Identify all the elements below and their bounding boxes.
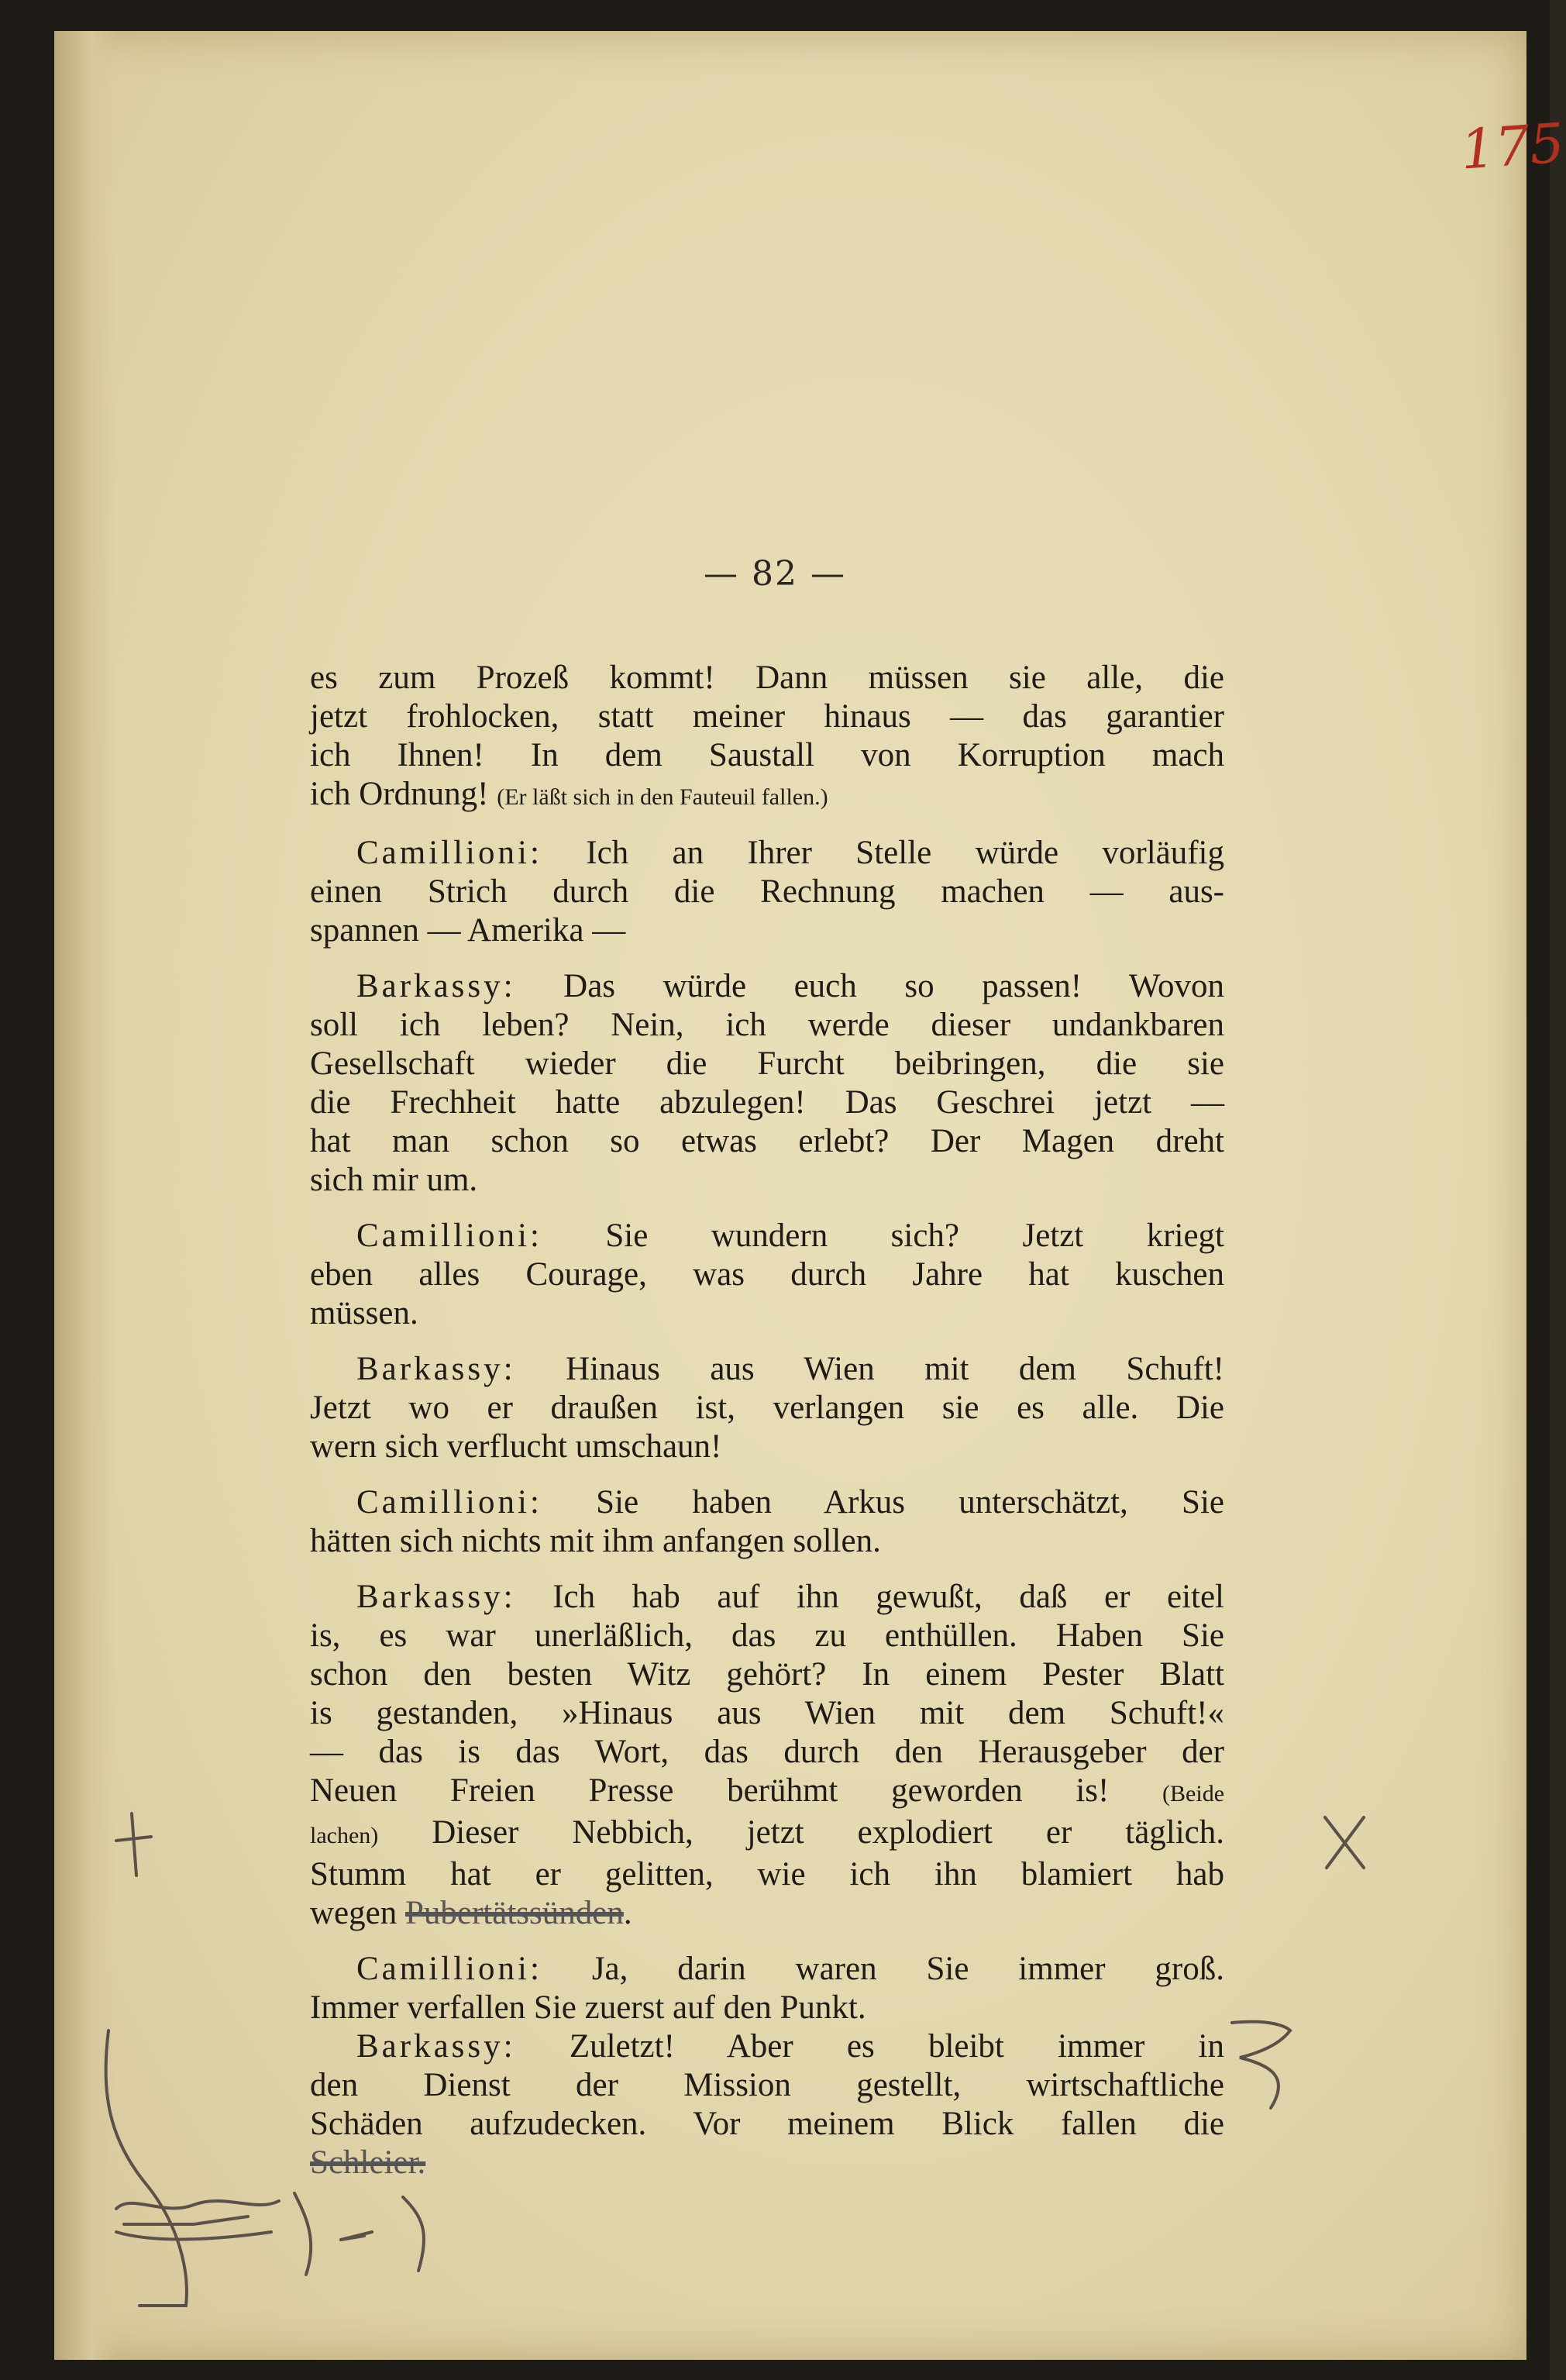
- text-line: hätten sich nichts mit ihm anfangen sollen.: [310, 1523, 881, 1559]
- text-line: ich Ihnen! In dem Saustall von Korruption mach: [310, 737, 1224, 773]
- text-line: den Dienst der Mission gestellt, wirtschaftliche: [310, 2067, 1224, 2103]
- text-line: Jetzt wo er draußen ist, verlangen sie es alle. Die: [310, 1390, 1224, 1426]
- text-line: jetzt frohlocken, statt meiner hinaus — das garantier: [310, 698, 1224, 735]
- speech-line: Camillioni: Ja, darin waren Sie immer groß.: [356, 1951, 1225, 1987]
- speaker-name: Barkassy:: [356, 1351, 516, 1387]
- speaker-name: Camillioni:: [356, 835, 542, 871]
- speaker-name: Camillioni:: [356, 1218, 542, 1254]
- text-line: ich Ordnung! (Er läßt sich in den Fauteuil fallen.): [310, 776, 828, 812]
- page-number: — 82 —: [704, 554, 846, 594]
- text-line: einen Strich durch die Rechnung machen — aus-: [310, 873, 1224, 910]
- speech-line: Camillioni: Sie wundern sich? Jetzt kriegt: [356, 1218, 1224, 1254]
- text-line: die Frechheit hatte abzulegen! Das Geschrei jetzt —: [310, 1084, 1224, 1121]
- text-line: lachen) Dieser Nebbich, jetzt explodiert er täglich.: [310, 1814, 1225, 1851]
- text-line: sich mir um.: [310, 1162, 478, 1198]
- speech-line: Barkassy: Das würde euch so passen! Wovon: [356, 968, 1225, 1004]
- text-line: es zum Prozeß kommt! Dann müssen sie alle, die: [310, 660, 1224, 696]
- speech-line: Camillioni: Sie haben Arkus unterschätzt, Sie: [356, 1484, 1224, 1521]
- speaker-name: Barkassy:: [356, 1579, 516, 1615]
- speaker-name: Camillioni:: [356, 1951, 542, 1987]
- text-line: eben alles Courage, was durch Jahre hat kuschen: [310, 1256, 1224, 1293]
- speaker-name: Barkassy:: [356, 2028, 516, 2065]
- text-line: Stumm hat er gelitten, wie ich ihn blamiert hab: [310, 1856, 1224, 1893]
- text-line: Neuen Freien Presse berühmt geworden is! (Beide: [310, 1772, 1225, 1809]
- text-line: schon den besten Witz gehört? In einem Pester Blatt: [310, 1656, 1224, 1693]
- text-line: is gestanden, »Hinaus aus Wien mit dem Schuft!«: [310, 1695, 1224, 1731]
- speech-line: Barkassy: Ich hab auf ihn gewußt, daß er eitel: [356, 1579, 1224, 1615]
- page-binding-shadow: [54, 31, 116, 2360]
- text-line: Gesellschaft wieder die Furcht beibringen, die sie: [310, 1045, 1224, 1082]
- text-line: Schäden aufzudecken. Vor meinem Blick fallen die: [310, 2106, 1224, 2142]
- text-line: is, es war unerläßlich, das zu enthüllen. Haben Sie: [310, 1617, 1224, 1654]
- speech-line: Barkassy: Hinaus aus Wien mit dem Schuft!: [356, 1351, 1225, 1387]
- speaker-name: Barkassy:: [356, 968, 516, 1004]
- speech-line: Camillioni: Ich an Ihrer Stelle würde vorläufig: [356, 835, 1224, 871]
- stage-direction: lachen): [310, 1823, 379, 1848]
- text-line: hat man schon so etwas erlebt? Der Magen dreht: [310, 1123, 1224, 1159]
- struck-word: Pubertätssünden: [404, 1895, 624, 1931]
- stage-direction: (Er läßt sich in den Fauteuil fallen.): [497, 784, 828, 810]
- stage-direction: (Beide: [1162, 1781, 1225, 1807]
- text-line: wegen Pubertätssünden.: [310, 1895, 632, 1931]
- text-line: wern sich verflucht umschaun!: [310, 1428, 722, 1465]
- speaker-name: Camillioni:: [356, 1484, 542, 1521]
- text-line: Immer verfallen Sie zuerst auf den Punkt.: [310, 1989, 866, 2026]
- text-line: soll ich leben? Nein, ich werde dieser undankbaren: [310, 1007, 1224, 1043]
- text-line: spannen — Amerika —: [310, 912, 626, 949]
- text-line: — das is das Wort, das durch den Herausgeber der: [310, 1734, 1224, 1770]
- play-text: [310, 659, 1224, 2182]
- text-line: müssen.: [310, 1295, 418, 1331]
- handwritten-folio-number: 175: [1458, 111, 1566, 182]
- speech-line: Barkassy: Zuletzt! Aber es bleibt immer in: [356, 2028, 1224, 2065]
- text-line: Schleier.: [310, 2144, 426, 2181]
